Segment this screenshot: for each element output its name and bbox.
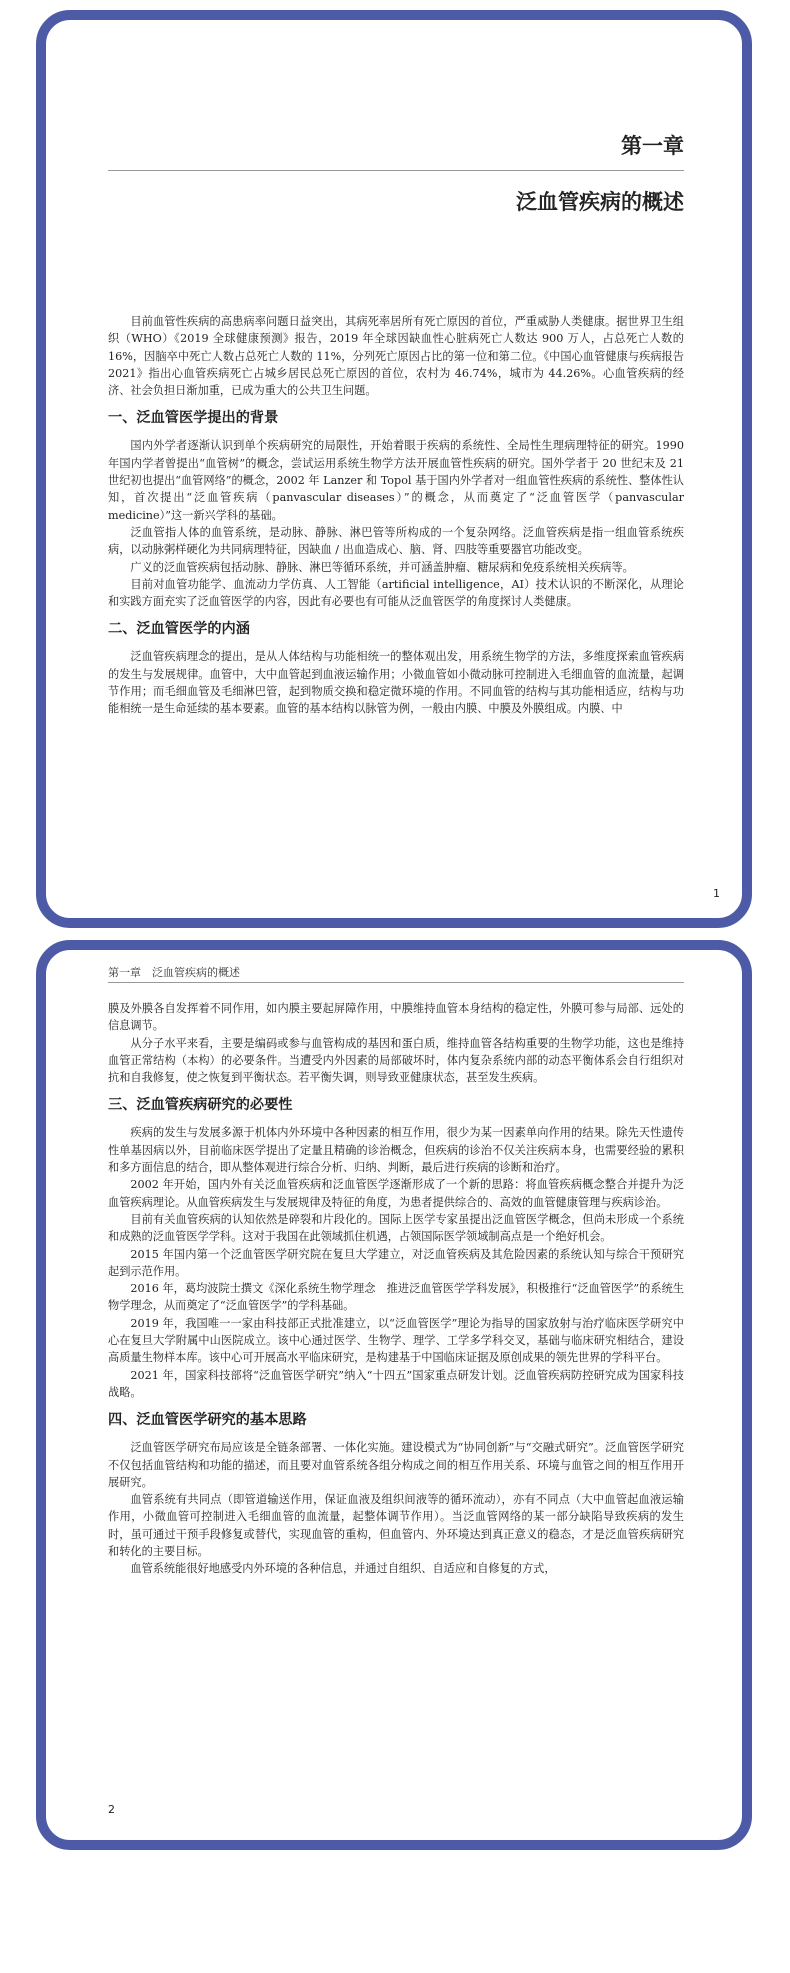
paragraph: 膜及外膜各自发挥着不同作用，如内膜主要起屏障作用，中膜维持血管本身结构的稳定性，外膜可参与局部、远处的信息调节。	[108, 1002, 684, 1033]
paragraph: 血管系统能很好地感受内外环境的各种信息，并通过自组织、自适应和自修复的方式，	[130, 1562, 556, 1576]
paragraph: 2019 年，我国唯一一家由科技部正式批准建立，以“泛血管医学”理论为指导的国家放射与治疗临床医学研究中心在复旦大学附属中山医院成立。该中心通过医学、生物学、理学、工学多学科交叉，基础与临床研究相结合，建设高质量生物样本库。该中心可开展高水平临床研究，是构建基于中国临床证据及原创成果的领先世界的学科平台。	[108, 1316, 684, 1365]
paragraph: 疾病的发生与发展多源于机体内外环境中各种因素的相互作用，很少为某一因素单向作用的结果。除先天性遗传性单基因病以外，目前临床医学提出了定量且精确的诊治概念，但疾病的诊治不仅关注疾病本身，也需要经验的累积和多方面信息的结合，即从整体观进行综合分析、归纳、判断，最后进行疾病的诊断和治疗。	[108, 1126, 684, 1175]
section-heading: 三、泛血管疾病研究的必要性	[108, 1097, 293, 1114]
running-head-divider	[108, 982, 684, 983]
paragraph: 泛血管医学研究布局应该是全链条部署、一体化实施。建设模式为“协同创新”与“交融式研究”。泛血管医学研究不仅包括血管结构和功能的描述，而且要对血管系统各组分构成之间的相互作用关系、环境与血管之间的相互作用开展研究。	[108, 1441, 684, 1489]
chapter-title: 泛血管疾病的概述	[516, 190, 684, 214]
paragraph: 目前血管性疾病的高患病率问题日益突出，其病死率居所有死亡原因的首位，严重威胁人类健康。据世界卫生组织（WHO）《2019 全球健康预测》报告，2019 年全球因缺血性心脏病死亡人数达 900 万人，占总死亡人数的 16%，因脑卒中死亡人数占总死亡人数的 11%，分列死亡原因占比的第一位和第二位。《中国心血管健康与疾病报告 2021》指出心血管疾病死亡占城乡居民总死亡原因的首位，农村为 46.74%，城市为 44.26%。心血管疾病的经济、社会负担日渐加重，已成为重大的公共卫生问题。	[108, 315, 684, 398]
chapter-label: 第一章	[621, 134, 684, 158]
paragraph: 2015 年国内第一个泛血管医学研究院在复旦大学建立，对泛血管疾病及其危险因素的系统认知与综合干预研究起到示范作用。	[108, 1247, 684, 1278]
running-head: 第一章 泛血管疾病的概述	[108, 966, 240, 979]
section-heading: 一、泛血管医学提出的背景	[108, 410, 279, 427]
paragraph: 泛血管指人体的血管系统，是动脉、静脉、淋巴管等所构成的一个复杂网络。泛血管疾病是指一组血管系统疾病，以动脉粥样硬化为共同病理特征，因缺血 / 出血造成心、脑、肾、四肢等重要器官功能改变。	[108, 525, 684, 557]
paragraph: 广义的泛血管疾病包括动脉、静脉、淋巴等循环系统，并可涵盖肿瘤、糖尿病和免疫系统相关疾病等。	[130, 560, 634, 574]
page-number: 1	[713, 887, 720, 900]
paragraph: 目前对血管功能学、血流动力学仿真、人工智能（artificial intelligence，AI）技术认识的不断深化，从理论和实践方面充实了泛血管医学的内容，因此有必要也有可能从泛血管医学的角度探讨人类健康。	[108, 577, 684, 609]
paragraph: 血管系统有共同点（即管道输送作用，保证血液及组织间液等的循环流动），亦有不同点（大中血管起血液运输作用，小微血管可控制进入毛细血管的血流量，起整体调节作用）。当泛血管网络的某一部分缺陷导致疾病的发生时，虽可通过干预手段修复或替代，实现血管的重构，但血管内、外环境达到真正意义的稳态，才是泛血管疾病研究和转化的主要目标。	[108, 1493, 684, 1559]
page-2-card	[36, 940, 752, 1850]
paragraph: 泛血管疾病理念的提出，是从人体结构与功能相统一的整体观出发，用系统生物学的方法，多维度探索血管疾病的发生与发展规律。血管中，大中血管起到血液运输作用；小微血管如小微动脉可控制进入毛细血管的血流量，起调节作用；而毛细血管及毛细淋巴管，起到物质交换和稳定微环境的作用。不同血管的结构与其功能相适应，结构与功能相统一是生命延续的基本要素。血管的基本结构以脉管为例，一般由内膜、中膜及外膜组成。内膜、中	[108, 650, 684, 716]
paragraph: 2002 年开始，国内外有关泛血管疾病和泛血管医学逐渐形成了一个新的思路：将血管疾病概念整合并提升为泛血管疾病理论。从血管疾病发生与发展规律及特征的角度，为患者提供综合的、高效的血管健康管理与疾病诊治。	[108, 1178, 684, 1209]
chapter-divider	[108, 170, 684, 171]
page-number: 2	[108, 1803, 115, 1816]
paragraph: 国内外学者逐渐认识到单个疾病研究的局限性，开始着眼于疾病的系统性、全局性生理病理特征的研究。1990 年国内学者曾提出“血管树”的概念，尝试运用系统生物学方法开展血管性疾病的研究。国外学者于 20 世纪末及 21 世纪初也提出“血管网络”的概念，2002 年 Lanzer 和 Topol 基于国内外学者对一组血管性疾病的系统性、整体性认知，首次提出“泛血管疾病（panvascular diseases）”的概念，从而奠定了“泛血管医学（panvascular medicine）”这一新兴学科的基础。	[108, 439, 684, 522]
paragraph: 2021 年，国家科技部将“泛血管医学研究”纳入“十四五”国家重点研发计划。泛血管疾病防控研究成为国家科技战略。	[108, 1368, 684, 1399]
section-heading: 四、泛血管医学研究的基本思路	[108, 1412, 307, 1429]
section-heading: 二、泛血管医学的内涵	[108, 621, 250, 638]
page-1-body	[108, 313, 684, 718]
paragraph: 从分子水平来看，主要是编码或参与血管构成的基因和蛋白质，维持血管各结构重要的生物学功能，这也是维持血管正常结构（本构）的必要条件。当遭受内外因素的局部破坏时，体内复杂系统内部的动态平衡体系会自行组织对抗和自我修复，使之恢复到平衡状态。若平衡失调，则导致亚健康状态，甚至发生疾病。	[108, 1036, 684, 1085]
page-1-card	[36, 10, 752, 928]
page-2-body	[108, 1000, 684, 1578]
paragraph: 目前有关血管疾病的认知依然是碎裂和片段化的。国际上医学专家虽提出泛血管医学概念，但尚未形成一个系统和成熟的泛血管医学学科。这对于我国在此领域抓住机遇，占领国际医学领域制高点是一个绝好机会。	[108, 1212, 684, 1244]
paragraph: 2016 年，葛均波院士撰文《深化系统生物学理念 推进泛血管医学学科发展》，积极推行“泛血管医学”的系统生物学理念，从而奠定了“泛血管医学”的学科基础。	[108, 1282, 684, 1313]
